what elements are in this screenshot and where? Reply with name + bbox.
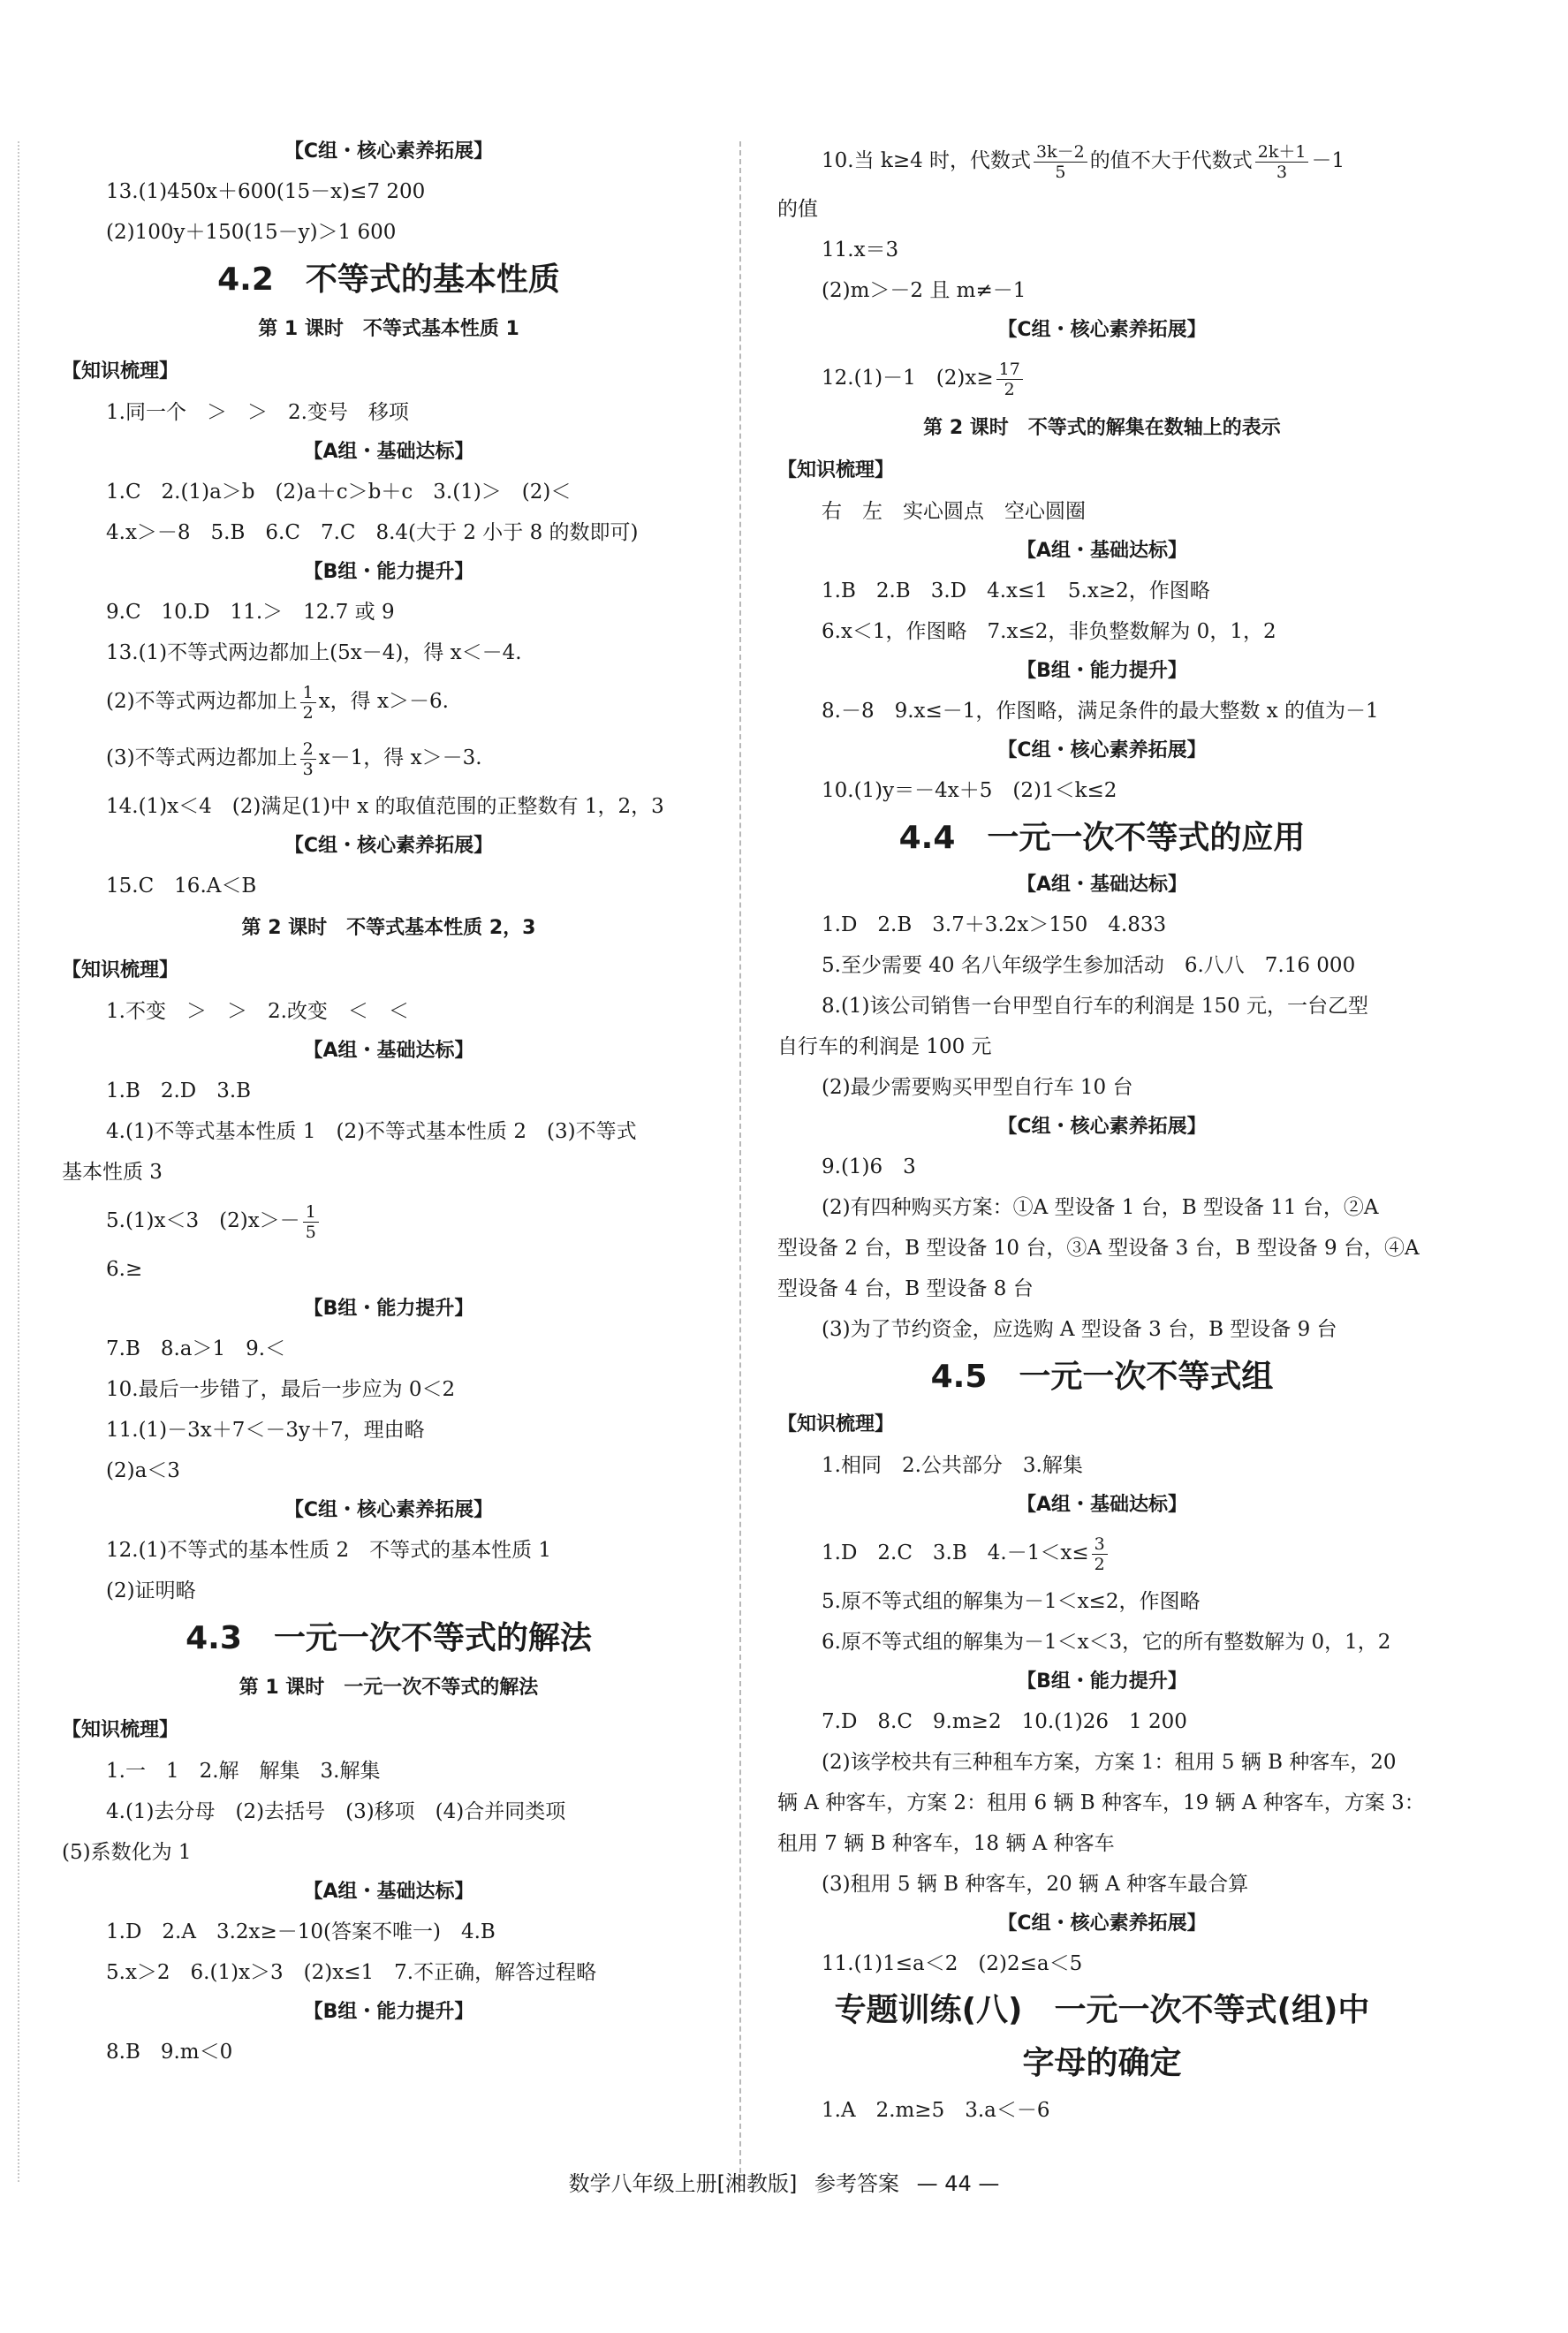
answer-line: (2)该学校共有三种租车方案，方案 1：租用 5 辆 B 种客车，20 — [822, 1751, 1397, 1774]
answer-line: 7.D 8.C 9.m≥2 10.(1)26 1 200 — [822, 1710, 1187, 1733]
answer-text: 10.当 k≥4 时，代数式 — [822, 149, 1032, 172]
group-heading: 【A组・基础达标】 — [303, 441, 474, 463]
answer-line: 1.B 2.B 3.D 4.x≤1 5.x≥2，作图略 — [822, 579, 1210, 602]
knowledge-heading: 【知识梳理】 — [62, 360, 179, 383]
answer-line-continued: (5)系数化为 1 — [62, 1841, 192, 1864]
answer-line: 4.x＞－8 5.B 6.C 7.C 8.4(大于 2 小于 8 的数即可) — [106, 521, 639, 544]
special-topic-title: 字母的确定 — [1022, 2045, 1182, 2081]
answer-text: －1 — [1311, 149, 1345, 172]
answer-line: 12.(1)不等式的基本性质 2 不等式的基本性质 1 — [106, 1539, 552, 1562]
fraction — [996, 360, 1023, 399]
fraction-denominator: 5 — [305, 1222, 316, 1242]
answer-line: (3)为了节约资金，应选购 A 型设备 3 台，B 型设备 9 台 — [822, 1318, 1337, 1341]
footer-subject: 数学八年级上册[湘教版] — [568, 2171, 798, 2196]
answer-line: 1.同一个 ＞ ＞ 2.变号 移项 — [106, 401, 409, 424]
answer-line: 6.x＜1，作图略 7.x≤2，非负整数解为 0，1，2 — [822, 620, 1276, 643]
answer-line: 6.≥ — [106, 1258, 143, 1281]
answer-text: 12.(1)－1 (2)x≥ — [822, 367, 994, 390]
fraction — [1092, 1534, 1108, 1574]
fraction-numerator: 1 — [303, 1202, 319, 1223]
answer-text: 1.D 2.C 3.B 4.－1＜x≤ — [822, 1541, 1089, 1564]
special-topic-title: 专题训练(八) 一元一次不等式(组)中 — [834, 1992, 1370, 2028]
answer-line: 5.至少需要 40 名八年级学生参加活动 6.八八 7.16 000 — [822, 954, 1356, 977]
fraction — [1034, 142, 1087, 182]
answer-text: x，得 x＞－6. — [318, 690, 449, 713]
group-heading: 【C组・核心素养拓展】 — [284, 835, 494, 857]
answer-line: 5.原不等式组的解集为－1＜x≤2，作图略 — [822, 1590, 1201, 1613]
answer-line: 10.(1)y＝－4x＋5 (2)1＜k≤2 — [822, 779, 1117, 802]
answer-line: 8.－8 9.x≤－1，作图略，满足条件的最大整数 x 的值为－1 — [822, 700, 1379, 723]
lesson-title: 第 1 课时 不等式基本性质 1 — [258, 318, 519, 340]
group-heading: 【C组・核心素养拓展】 — [997, 1116, 1207, 1138]
page-edge-rule — [18, 141, 19, 2182]
fraction-numerator: 3k－2 — [1034, 142, 1087, 163]
group-heading: 【A组・基础达标】 — [303, 1040, 474, 1062]
answer-line: 6.原不等式组的解集为－1＜x＜3，它的所有整数解为 0，1，2 — [822, 1631, 1391, 1654]
knowledge-heading: 【知识梳理】 — [62, 959, 179, 981]
fraction-numerator: 2k＋1 — [1255, 142, 1309, 163]
answer-line: (2)证明略 — [106, 1579, 196, 1602]
answer-line: 8.B 9.m＜0 — [106, 2041, 233, 2064]
answer-line: (2)有四种购买方案：①A 型设备 1 台，B 型设备 11 台，②A — [822, 1196, 1379, 1219]
answer-line: (2)m＞－2 且 m≠－1 — [822, 279, 1026, 302]
answer-line-fraction — [777, 133, 1427, 189]
answer-line: 1.B 2.D 3.B — [106, 1079, 252, 1102]
answer-line: 右 左 实心圆点 空心圆圈 — [822, 500, 1086, 523]
answer-line: 11.x＝3 — [822, 239, 899, 261]
lesson-title: 第 2 课时 不等式基本性质 2，3 — [241, 917, 536, 939]
answer-line: 13.(1)450x＋600(15－x)≤7 200 — [106, 180, 426, 203]
answer-line-continued: 型设备 2 台，B 型设备 10 台，③A 型设备 3 台，B 型设备 9 台，④A — [777, 1237, 1420, 1260]
fraction — [1255, 142, 1309, 182]
fraction-denominator: 2 — [302, 702, 314, 723]
group-heading: 【B组・能力提升】 — [1017, 660, 1187, 682]
answer-line-fraction — [62, 673, 716, 730]
answer-line: 4.(1)去分母 (2)去括号 (3)移项 (4)合并同类项 — [106, 1800, 566, 1823]
answer-line-fraction — [62, 1193, 716, 1249]
answer-line-continued: 基本性质 3 — [62, 1161, 163, 1184]
footer-label: 参考答案 — [814, 2171, 899, 2196]
group-heading: 【B组・能力提升】 — [303, 2001, 474, 2023]
answer-line: (2)100y＋150(15－y)＞1 600 — [106, 221, 397, 244]
group-heading: 【C组・核心素养拓展】 — [284, 1499, 494, 1521]
group-heading: 【C组・核心素养拓展】 — [997, 319, 1207, 341]
answer-line: 1.一 1 2.解 解集 3.解集 — [106, 1760, 381, 1783]
answer-line-fraction — [777, 350, 1427, 406]
lesson-title: 第 2 课时 不等式的解集在数轴上的表示 — [923, 417, 1281, 439]
left-column — [62, 133, 716, 2072]
answer-line: 14.(1)x＜4 (2)满足(1)中 x 的取值范围的正整数有 1，2，3 — [106, 795, 664, 818]
answer-line: (3)租用 5 辆 B 种客车，20 辆 A 种客车最合算 — [822, 1873, 1249, 1896]
answer-line: 8.(1)该公司销售一台甲型自行车的利润是 150 元，一台乙型 — [822, 995, 1369, 1018]
fraction-denominator: 2 — [1004, 379, 1015, 399]
answer-text: (3)不等式两边都加上 — [106, 746, 298, 769]
right-column — [777, 133, 1427, 2131]
footer-page-number: — 44 — — [916, 2171, 1000, 2196]
answer-line: 13.(1)不等式两边都加上(5x－4)，得 x＜－4. — [106, 641, 522, 664]
answer-line: 4.(1)不等式基本性质 1 (2)不等式基本性质 2 (3)不等式 — [106, 1120, 637, 1143]
group-heading: 【A组・基础达标】 — [1016, 1494, 1188, 1516]
answer-line: 9.(1)6 3 — [822, 1155, 916, 1178]
answer-line-continued: 租用 7 辆 B 种客车，18 辆 A 种客车 — [777, 1832, 1115, 1855]
answer-line: 1.D 2.B 3.7＋3.2x＞150 4.833 — [822, 913, 1167, 936]
group-heading: 【B组・能力提升】 — [303, 561, 474, 583]
answer-text: 的值不大于代数式 — [1089, 149, 1253, 172]
answer-line: 7.B 8.a＞1 9.＜ — [106, 1337, 286, 1360]
group-heading: 【C组・核心素养拓展】 — [997, 739, 1207, 761]
fraction-denominator: 2 — [1094, 1554, 1105, 1574]
answer-text: (2)不等式两边都加上 — [106, 690, 298, 713]
page-footer — [0, 2166, 1568, 2197]
answer-line: 1.相同 2.公共部分 3.解集 — [822, 1454, 1083, 1477]
answer-line: 15.C 16.A＜B — [106, 875, 257, 898]
fraction-denominator: 3 — [1276, 162, 1288, 182]
fraction-denominator: 5 — [1055, 162, 1066, 182]
section-title: 4.2 不等式的基本性质 — [217, 261, 560, 298]
answer-line: 11.(1)－3x＋7＜－3y＋7，理由略 — [106, 1419, 425, 1442]
group-heading: 【A组・基础达标】 — [303, 1881, 474, 1903]
fraction-numerator: 3 — [1092, 1534, 1108, 1555]
answer-line: 1.不变 ＞ ＞ 2.改变 ＜ ＜ — [106, 1000, 409, 1023]
knowledge-heading: 【知识梳理】 — [777, 1413, 895, 1435]
answer-line: 10.最后一步错了，最后一步应为 0＜2 — [106, 1378, 456, 1401]
answer-line: 11.(1)1≤a＜2 (2)2≤a＜5 — [822, 1952, 1083, 1975]
answer-line-continued: 的值 — [777, 198, 818, 221]
answer-text: x－1，得 x＞－3. — [318, 746, 482, 769]
answer-line-continued: 自行车的利润是 100 元 — [777, 1035, 992, 1058]
answer-line-continued: 型设备 4 台，B 型设备 8 台 — [777, 1277, 1034, 1300]
fraction-denominator: 3 — [302, 759, 314, 779]
group-heading: 【C组・核心素养拓展】 — [284, 140, 494, 163]
answer-line: (2)最少需要购买甲型自行车 10 台 — [822, 1076, 1133, 1099]
fraction — [303, 1202, 319, 1242]
group-heading: 【A组・基础达标】 — [1016, 874, 1188, 896]
knowledge-heading: 【知识梳理】 — [777, 459, 895, 481]
section-title: 4.4 一元一次不等式的应用 — [898, 820, 1306, 856]
group-heading: 【B组・能力提升】 — [303, 1298, 474, 1320]
answer-line: 1.A 2.m≥5 3.a＜－6 — [822, 2099, 1050, 2122]
fraction — [300, 739, 316, 779]
group-heading: 【A组・基础达标】 — [1016, 540, 1188, 562]
answer-text: 5.(1)x＜3 (2)x＞－ — [106, 1209, 300, 1232]
group-heading: 【C组・核心素养拓展】 — [997, 1913, 1207, 1935]
answer-line: 1.D 2.A 3.2x≥－10(答案不唯一) 4.B — [106, 1920, 496, 1943]
section-title: 4.5 一元一次不等式组 — [930, 1359, 1274, 1395]
lesson-title: 第 1 课时 一元一次不等式的解法 — [239, 1677, 539, 1699]
fraction-numerator: 2 — [300, 739, 316, 760]
fraction-numerator: 1 — [300, 683, 316, 703]
answer-line: (2)a＜3 — [106, 1459, 180, 1482]
column-divider — [739, 141, 741, 2182]
fraction — [300, 683, 316, 723]
answer-line: 9.C 10.D 11.＞ 12.7 或 9 — [106, 601, 395, 624]
fraction-numerator: 17 — [996, 360, 1023, 380]
answer-line: 1.C 2.(1)a＞b (2)a＋c＞b＋c 3.(1)＞ (2)＜ — [106, 481, 572, 504]
knowledge-heading: 【知识梳理】 — [62, 1719, 179, 1741]
answer-line-fraction — [62, 730, 716, 786]
answer-line-continued: 辆 A 种客车，方案 2：租用 6 辆 B 种客车，19 辆 A 种客车，方案 3： — [777, 1791, 1425, 1814]
section-title: 4.3 一元一次不等式的解法 — [186, 1620, 592, 1656]
answer-line-fraction — [777, 1525, 1427, 1581]
answer-line: 5.x＞2 6.(1)x＞3 (2)x≤1 7.不正确，解答过程略 — [106, 1961, 597, 1984]
group-heading: 【B组・能力提升】 — [1017, 1670, 1187, 1693]
